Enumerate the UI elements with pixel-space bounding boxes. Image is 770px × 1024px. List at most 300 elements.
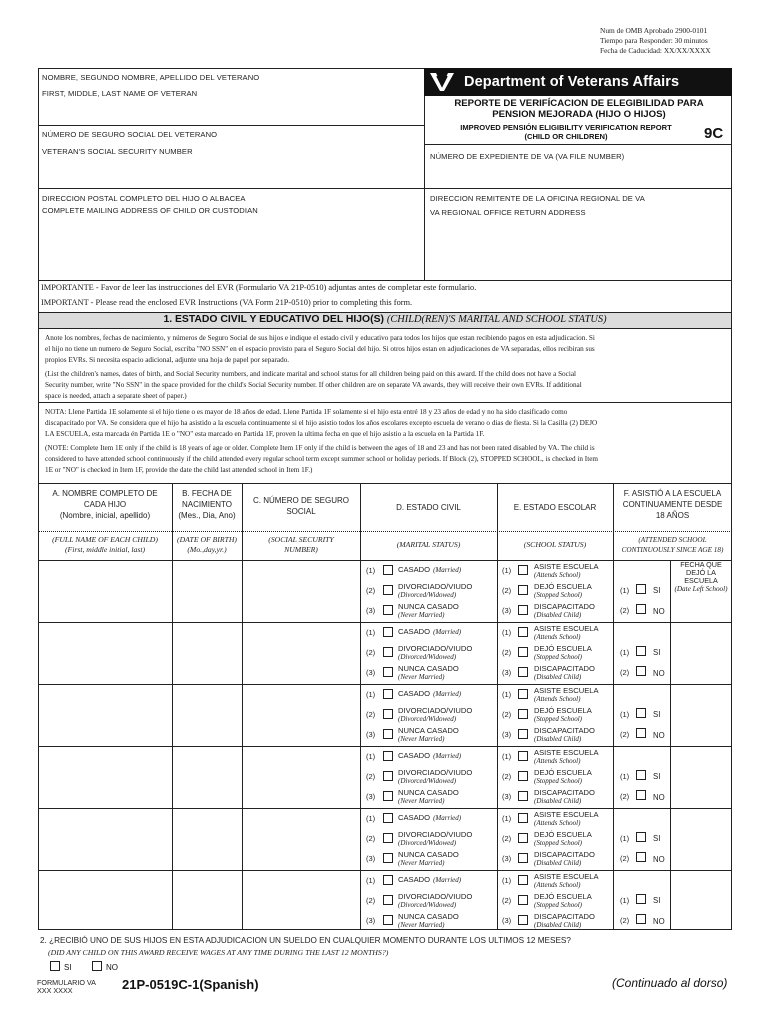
option-number: (2)	[366, 710, 376, 719]
marital-status-checkbox[interactable]	[383, 689, 393, 699]
attended-si-label: SI	[653, 710, 661, 719]
option-number: (2)	[502, 834, 512, 843]
section1-title-en: (CHILD(REN)'S MARITAL AND SCHOOL STATUS)	[386, 314, 607, 325]
column-d-header: D. ESTADO CIVIL	[396, 503, 461, 512]
option-number: (1)	[366, 628, 376, 637]
option-number: (1)	[366, 690, 376, 699]
child-name-field[interactable]	[40, 624, 170, 682]
school-option-asiste	[534, 687, 599, 703]
school-option-discap	[534, 603, 595, 619]
school-status-checkbox[interactable]	[518, 853, 528, 863]
school-status-checkbox[interactable]	[518, 565, 528, 575]
note-line: discapacitado por VA. Se considera que el hijo ha asistido a la escuela continuamente si el hijo asistio todos los años escolares excepto escuela de verano o dias de fiesta. Si la Casilla (2) DEJO	[45, 419, 598, 427]
school-option-dejo	[534, 893, 592, 909]
attended-si-checkbox[interactable]	[636, 832, 646, 842]
marital-option-married	[398, 752, 461, 760]
option-number: (1)	[620, 710, 630, 719]
return-address-label-es: DIRECCION REMITENTE DE LA OFICINA REGIONAL DE VA	[430, 194, 645, 203]
school-status-checkbox[interactable]	[518, 813, 528, 823]
omb-number: Num de OMB Aprobado 2900-0101	[600, 26, 708, 35]
school-option-dejo-label-en: (Stopped School)	[534, 839, 583, 847]
column-a-label: CADA HIJO	[83, 500, 127, 509]
attended-si-checkbox[interactable]	[636, 646, 646, 656]
marital-option-divorciado	[398, 831, 472, 847]
date-left-school-label	[670, 561, 732, 593]
school-option-discap-label-en: (Disabled Child)	[534, 735, 582, 743]
option-number: (1)	[366, 814, 376, 823]
column-a-label-en: (FULL NAME OF EACH CHILD)	[52, 535, 158, 544]
school-option-asiste-label-en: (Attends School)	[534, 633, 581, 641]
marital-option-nunca-label: NUNCA CASADO	[398, 850, 459, 859]
marital-option-married	[398, 628, 461, 636]
school-option-discap	[534, 789, 595, 805]
attended-no-label: NO	[653, 731, 665, 740]
option-number: (2)	[366, 834, 376, 843]
school-status-checkbox[interactable]	[518, 667, 528, 677]
school-option-dejo	[534, 707, 592, 723]
marital-option-nunca-label: NUNCA CASADO	[398, 788, 459, 797]
school-option-discap-label: DISCAPACITADO	[534, 726, 595, 735]
school-option-discap-label-en: (Disabled Child)	[534, 797, 582, 805]
marital-option-married-label: CASADO	[398, 875, 431, 884]
date-left-school-field[interactable]	[672, 686, 730, 744]
marital-status-checkbox[interactable]	[383, 565, 393, 575]
divider	[38, 280, 732, 281]
marital-option-married	[398, 876, 461, 884]
option-number: (2)	[366, 648, 376, 657]
marital-status-checkbox[interactable]	[383, 605, 393, 615]
option-number: (2)	[620, 668, 630, 677]
column-f-label-en: (ATTENDED SCHOOL	[638, 536, 707, 544]
school-option-dejo-label: DEJÓ ESCUELA	[534, 644, 592, 653]
option-number: (3)	[502, 730, 512, 739]
option-number: (2)	[620, 916, 630, 925]
divider	[670, 560, 671, 930]
column-c-label-en: NUMBER)	[284, 545, 318, 554]
marital-option-divorciado-label-en: (Divorced/Widowed)	[398, 839, 457, 847]
mailing-address-label-es: DIRECCION POSTAL COMPLETO DEL HIJO O ALBACEA	[42, 194, 246, 203]
mailing-address-field[interactable]	[42, 218, 420, 276]
column-b-subheader	[172, 535, 242, 555]
omb-info	[600, 26, 711, 56]
attended-no-label: NO	[653, 855, 665, 864]
marital-option-nunca-label-en: (Never Married)	[398, 859, 445, 867]
school-option-discap-label-en: (Disabled Child)	[534, 921, 582, 929]
marital-option-nunca-label: NUNCA CASADO	[398, 912, 459, 921]
marital-option-nunca-label: NUNCA CASADO	[398, 664, 459, 673]
marital-status-checkbox[interactable]	[383, 751, 393, 761]
school-option-asiste-label: ASISTE ESCUELA	[534, 624, 599, 633]
school-status-checkbox[interactable]	[518, 647, 528, 657]
school-status-checkbox[interactable]	[518, 791, 528, 801]
school-option-asiste-label: ASISTE ESCUELA	[534, 562, 599, 571]
school-option-asiste	[534, 563, 599, 579]
marital-status-checkbox[interactable]	[383, 875, 393, 885]
marital-option-nunca-label-en: (Never Married)	[398, 921, 445, 929]
school-option-asiste	[534, 873, 599, 889]
marital-option-nunca-label-en: (Never Married)	[398, 673, 445, 681]
school-option-discap	[534, 913, 595, 929]
attended-si-label: SI	[653, 772, 661, 781]
school-status-checkbox[interactable]	[518, 689, 528, 699]
option-number: (2)	[620, 854, 630, 863]
school-option-dejo-label: DEJÓ ESCUELA	[534, 892, 592, 901]
divider	[38, 188, 732, 189]
option-number: (1)	[502, 566, 512, 575]
column-a-label: (Nombre, inicial, apellido)	[59, 511, 151, 520]
note-line: (NOTE: Complete Item 1E only if the child is 18 years of age or older. Complete Item 1F only if the child is between the ages of 18 and 23 and has not been rated disabled by VA. The child is	[45, 444, 595, 452]
option-number: (3)	[366, 730, 376, 739]
mailing-address-label-en: COMPLETE MAILING ADDRESS OF CHILD OR CUSTODIAN	[42, 206, 258, 215]
marital-option-nunca	[398, 789, 459, 805]
marital-status-checkbox[interactable]	[383, 791, 393, 801]
school-option-dejo	[534, 769, 592, 785]
option-number: (1)	[502, 752, 512, 761]
school-option-discap-label-en: (Disabled Child)	[534, 611, 582, 619]
marital-option-married	[398, 814, 461, 822]
school-option-dejo	[534, 831, 592, 847]
marital-option-married-label-en: (Married)	[433, 566, 462, 574]
marital-status-checkbox[interactable]	[383, 667, 393, 677]
marital-status-checkbox[interactable]	[383, 813, 393, 823]
marital-option-divorciado	[398, 583, 472, 599]
form-label-text: FORMULARIO VA	[37, 978, 96, 987]
marital-option-divorciado-label-en: (Divorced/Widowed)	[398, 901, 457, 909]
attended-si-checkbox[interactable]	[636, 770, 646, 780]
divider	[424, 144, 732, 145]
column-b-header	[172, 488, 242, 521]
school-status-checkbox[interactable]	[518, 709, 528, 719]
ssn-label-es: NÚMERO DE SEGURO SOCIAL DEL VETERANO	[42, 130, 218, 139]
option-number: (3)	[366, 606, 376, 615]
attended-no-label: NO	[653, 793, 665, 802]
marital-status-checkbox[interactable]	[383, 833, 393, 843]
file-number-label: NÚMERO DE EXPEDIENTE DE VA (VA FILE NUMBER)	[430, 152, 625, 161]
note-line: NOTA: Llene Partida 1E solamente si el hijo tiene o es mayor de 18 años de edad. Llene Partida 1F solamente si el hijo esta entré 18 y 23 años de edad y no ha sido clasificado como	[45, 408, 568, 416]
date-left-school-field[interactable]	[672, 624, 730, 682]
form-number: 21P-0519C-1(Spanish)	[122, 977, 259, 992]
option-number: (1)	[620, 896, 630, 905]
column-a-label-en: (First, middle initial, last)	[64, 545, 146, 554]
marital-status-checkbox[interactable]	[383, 709, 393, 719]
marital-option-married-label-en: (Married)	[433, 752, 462, 760]
attended-no-label: NO	[653, 607, 665, 616]
omb-time: Tiempo para Responder: 30 minutos	[600, 36, 708, 45]
date-left-school-field[interactable]	[672, 748, 730, 806]
marital-option-married	[398, 566, 461, 574]
instructions-line: propios EVRs. Si necesita espacio adicional, adjunte una hoja de papel por separado.	[45, 356, 290, 364]
divider	[38, 402, 732, 403]
school-status-checkbox[interactable]	[518, 605, 528, 615]
marital-option-married-label-en: (Married)	[433, 876, 462, 884]
option-number: (2)	[502, 586, 512, 595]
school-option-dejo	[534, 583, 592, 599]
school-status-checkbox[interactable]	[518, 895, 528, 905]
child-dob-field[interactable]	[174, 624, 240, 682]
school-option-dejo-label-en: (Stopped School)	[534, 901, 583, 909]
form-code: 9C	[704, 125, 724, 142]
column-b-label: (Mes., Dia, Ano)	[178, 511, 236, 520]
question2-text: 2. ¿RECIBIÓ UNO DE SUS HIJOS EN ESTA ADJUDICACION UN SUELDO EN CUALQUIER MOMENTO DURANTE LOS ULTIMOS 12 MESES?	[40, 936, 571, 945]
marital-status-checkbox[interactable]	[383, 729, 393, 739]
school-option-asiste-label: ASISTE ESCUELA	[534, 686, 599, 695]
school-status-checkbox[interactable]	[518, 771, 528, 781]
attended-si-checkbox[interactable]	[636, 894, 646, 904]
note-line: considered to have attended school continuously if the child attended every regular school term except summer school or holiday periods. If Block (2), STOPPED SCHOOL, is checked in Item	[45, 455, 598, 463]
attended-no-checkbox[interactable]	[636, 604, 646, 614]
column-c-label: C. NÚMERO DE SEGURO	[252, 496, 349, 505]
column-c-header	[242, 495, 360, 517]
date-left-school-line: (Date Left School)	[674, 585, 728, 593]
form-title-en-line1: IMPROVED PENSIÓN ELIGIBILITY VERIFICATION REPORT	[460, 123, 672, 132]
child-name-field[interactable]	[40, 810, 170, 868]
question2-si-checkbox[interactable]	[50, 961, 60, 971]
marital-status-checkbox[interactable]	[383, 915, 393, 925]
school-option-dejo-label-en: (Stopped School)	[534, 715, 583, 723]
school-option-dejo-label-en: (Stopped School)	[534, 653, 583, 661]
child-name-field[interactable]	[40, 872, 170, 930]
marital-option-nunca-label-en: (Never Married)	[398, 735, 445, 743]
form-title-es-line2: PENSION MEJORADA (HIJO O HIJOS)	[492, 109, 666, 120]
divider	[38, 125, 424, 126]
marital-option-nunca-label: NUNCA CASADO	[398, 726, 459, 735]
marital-status-checkbox[interactable]	[383, 627, 393, 637]
column-f-header	[613, 488, 732, 521]
column-b-label-en: (Mo.,day,yr.)	[187, 545, 227, 554]
column-b-label: B. FECHA DE	[182, 489, 232, 498]
note-line: 1E or "NO" is checked in Item 1F, provide the date the child last attended school in Item 1F.)	[45, 466, 313, 474]
option-number: (3)	[366, 916, 376, 925]
question2-no-checkbox[interactable]	[92, 961, 102, 971]
option-number: (2)	[502, 896, 512, 905]
attended-si-checkbox[interactable]	[636, 584, 646, 594]
school-option-asiste-label: ASISTE ESCUELA	[534, 748, 599, 757]
column-c-subheader	[242, 535, 360, 555]
attended-no-checkbox[interactable]	[636, 914, 646, 924]
school-status-checkbox[interactable]	[518, 729, 528, 739]
option-number: (3)	[502, 606, 512, 615]
va-header-bar	[424, 68, 732, 96]
child-ssn-field[interactable]	[244, 686, 358, 744]
school-status-checkbox[interactable]	[518, 875, 528, 885]
attended-no-label: NO	[653, 669, 665, 678]
option-number: (1)	[502, 690, 512, 699]
column-b-label: NACIMIENTO	[181, 500, 233, 509]
file-number-field[interactable]	[430, 164, 728, 184]
important-notice-es: IMPORTANTE - Favor de leer las instrucciones del EVR (Formulario VA 21P-0510) adjuntas antes de completar este formulario.	[41, 283, 477, 292]
important-notice-en: IMPORTANT - Please read the enclosed EVR Instructions (VA Form 21P-0510) prior to completing this form.	[41, 298, 413, 307]
child-dob-field[interactable]	[174, 686, 240, 744]
attended-si-label: SI	[653, 648, 661, 657]
school-option-dejo-label: DEJÓ ESCUELA	[534, 768, 592, 777]
date-left-school-field[interactable]	[672, 872, 730, 930]
divider	[38, 684, 732, 685]
question2-no-label: NO	[106, 963, 118, 972]
column-a-label: A. NOMBRE COMPLETO DE	[52, 489, 158, 498]
marital-option-nunca	[398, 851, 459, 867]
marital-status-checkbox[interactable]	[383, 771, 393, 781]
option-number: (3)	[502, 854, 512, 863]
ssn-label-en: VETERAN'S SOCIAL SECURITY NUMBER	[42, 147, 193, 156]
marital-option-divorciado	[398, 645, 472, 661]
school-option-asiste-label-en: (Attends School)	[534, 757, 581, 765]
column-a-header	[38, 488, 172, 521]
column-e-header: E. ESTADO ESCOLAR	[513, 503, 597, 512]
child-name-field[interactable]	[40, 748, 170, 806]
marital-status-checkbox[interactable]	[383, 647, 393, 657]
option-number: (2)	[620, 730, 630, 739]
marital-option-divorciado-label: DIVORCIADO/VIUDO	[398, 644, 473, 653]
school-option-asiste-label: ASISTE ESCUELA	[534, 872, 599, 881]
option-number: (3)	[502, 792, 512, 801]
school-status-checkbox[interactable]	[518, 751, 528, 761]
child-ssn-field[interactable]	[244, 562, 358, 620]
school-option-dejo	[534, 645, 592, 661]
marital-option-married-label: CASADO	[398, 813, 431, 822]
school-option-discap-label: DISCAPACITADO	[534, 850, 595, 859]
option-number: (1)	[502, 628, 512, 637]
marital-option-divorciado-label-en: (Divorced/Widowed)	[398, 591, 457, 599]
option-number: (2)	[366, 896, 376, 905]
marital-option-nunca-label-en: (Never Married)	[398, 797, 445, 805]
school-status-checkbox[interactable]	[518, 585, 528, 595]
school-option-asiste-label: ASISTE ESCUELA	[534, 810, 599, 819]
marital-option-married	[398, 690, 461, 698]
marital-option-married-label: CASADO	[398, 689, 431, 698]
column-f-label: CONTINUAMENTE DESDE	[622, 500, 723, 509]
school-option-discap-label: DISCAPACITADO	[534, 788, 595, 797]
va-logo-icon	[429, 71, 455, 93]
marital-option-nunca-label: NUNCA CASADO	[398, 602, 459, 611]
form-title-en-line2: (CHILD OR CHILDREN)	[524, 132, 608, 141]
attended-si-label: SI	[653, 896, 661, 905]
marital-option-divorciado-label: DIVORCIADO/VIUDO	[398, 892, 473, 901]
divider	[38, 531, 732, 532]
column-f-subheader	[613, 535, 732, 555]
instructions-line: (List the children's names, dates of birth, and Social Security numbers, and indicate marital and school status for all children being paid on this award. If the child does not have a Social	[45, 370, 577, 378]
option-number: (2)	[620, 606, 630, 615]
marital-option-divorciado-label-en: (Divorced/Widowed)	[398, 777, 457, 785]
school-status-checkbox[interactable]	[518, 627, 528, 637]
divider	[360, 483, 361, 930]
school-option-dejo-label: DEJÓ ESCUELA	[534, 706, 592, 715]
return-address-label-en: VA REGIONAL OFFICE RETURN ADDRESS	[430, 208, 586, 217]
divider	[38, 808, 732, 809]
marital-option-married-label-en: (Married)	[433, 814, 462, 822]
veteran-name-field[interactable]	[42, 100, 420, 122]
attended-si-checkbox[interactable]	[636, 708, 646, 718]
divider	[497, 483, 498, 930]
date-left-school-field[interactable]	[672, 598, 730, 620]
column-f-label: 18 AÑOS	[655, 511, 690, 520]
school-option-discap	[534, 665, 595, 681]
date-left-school-line: FECHA QUE	[680, 560, 722, 569]
option-number: (2)	[366, 586, 376, 595]
attended-no-checkbox[interactable]	[636, 728, 646, 738]
school-option-discap-label-en: (Disabled Child)	[534, 859, 582, 867]
child-dob-field[interactable]	[174, 810, 240, 868]
marital-option-divorciado	[398, 707, 472, 723]
child-ssn-field[interactable]	[244, 624, 358, 682]
attended-no-checkbox[interactable]	[636, 852, 646, 862]
attended-no-label: NO	[653, 917, 665, 926]
child-name-field[interactable]	[40, 562, 170, 620]
ssn-field[interactable]	[42, 160, 420, 184]
marital-option-nunca	[398, 603, 459, 619]
marital-option-nunca	[398, 665, 459, 681]
date-left-school-field[interactable]	[672, 810, 730, 868]
marital-option-divorciado	[398, 769, 472, 785]
child-ssn-field[interactable]	[244, 810, 358, 868]
child-dob-field[interactable]	[174, 872, 240, 930]
child-ssn-field[interactable]	[244, 748, 358, 806]
option-number: (2)	[502, 648, 512, 657]
marital-status-checkbox[interactable]	[383, 895, 393, 905]
form-date-text: XXX XXXX	[37, 986, 73, 995]
marital-option-divorciado-label: DIVORCIADO/VIUDO	[398, 706, 473, 715]
column-b-label-en: (DATE OF BIRTH)	[177, 535, 237, 544]
marital-option-married-label: CASADO	[398, 565, 431, 574]
option-number: (1)	[502, 814, 512, 823]
school-option-asiste	[534, 625, 599, 641]
option-number: (3)	[366, 792, 376, 801]
marital-status-checkbox[interactable]	[383, 853, 393, 863]
column-c-label-en: (SOCIAL SECURITY	[268, 535, 334, 544]
option-number: (1)	[620, 834, 630, 843]
option-number: (2)	[620, 792, 630, 801]
school-option-dejo-label: DEJÓ ESCUELA	[534, 830, 592, 839]
attended-no-checkbox[interactable]	[636, 790, 646, 800]
omb-expiration: Fecha de Caducidad: XX/XX/XXXX	[600, 46, 711, 55]
column-c-label: SOCIAL	[286, 507, 316, 516]
child-ssn-field[interactable]	[244, 872, 358, 930]
school-option-discap-label: DISCAPACITADO	[534, 664, 595, 673]
school-option-dejo-label-en: (Stopped School)	[534, 591, 583, 599]
attended-no-checkbox[interactable]	[636, 666, 646, 676]
marital-option-divorciado-label: DIVORCIADO/VIUDO	[398, 582, 473, 591]
note-es	[45, 407, 727, 476]
option-number: (1)	[620, 648, 630, 657]
school-status-checkbox[interactable]	[518, 833, 528, 843]
option-number: (3)	[366, 668, 376, 677]
date-left-school-line: DEJÓ LA	[686, 568, 716, 577]
option-number: (1)	[620, 772, 630, 781]
child-dob-field[interactable]	[174, 748, 240, 806]
option-number: (1)	[620, 586, 630, 595]
marital-option-divorciado-label: DIVORCIADO/VIUDO	[398, 830, 473, 839]
marital-option-married-label-en: (Married)	[433, 628, 462, 636]
marital-status-checkbox[interactable]	[383, 585, 393, 595]
option-number: (2)	[502, 772, 512, 781]
divider	[38, 328, 732, 329]
school-option-asiste-label-en: (Attends School)	[534, 571, 581, 579]
school-option-discap	[534, 851, 595, 867]
divider	[38, 622, 732, 623]
child-name-field[interactable]	[40, 686, 170, 744]
option-number: (2)	[366, 772, 376, 781]
divider	[424, 68, 425, 280]
divider	[38, 483, 732, 484]
option-number: (1)	[366, 752, 376, 761]
marital-option-married-label: CASADO	[398, 627, 431, 636]
school-option-dejo-label: DEJÓ ESCUELA	[534, 582, 592, 591]
instructions-es	[45, 333, 727, 402]
question2-text-en: (DID ANY CHILD ON THIS AWARD RECEIVE WAGES AT ANY TIME DURING THE LAST 12 MONTHS?)	[48, 948, 389, 957]
marital-option-divorciado-label-en: (Divorced/Widowed)	[398, 715, 457, 723]
school-status-checkbox[interactable]	[518, 915, 528, 925]
child-dob-field[interactable]	[174, 562, 240, 620]
school-option-discap-label: DISCAPACITADO	[534, 912, 595, 921]
